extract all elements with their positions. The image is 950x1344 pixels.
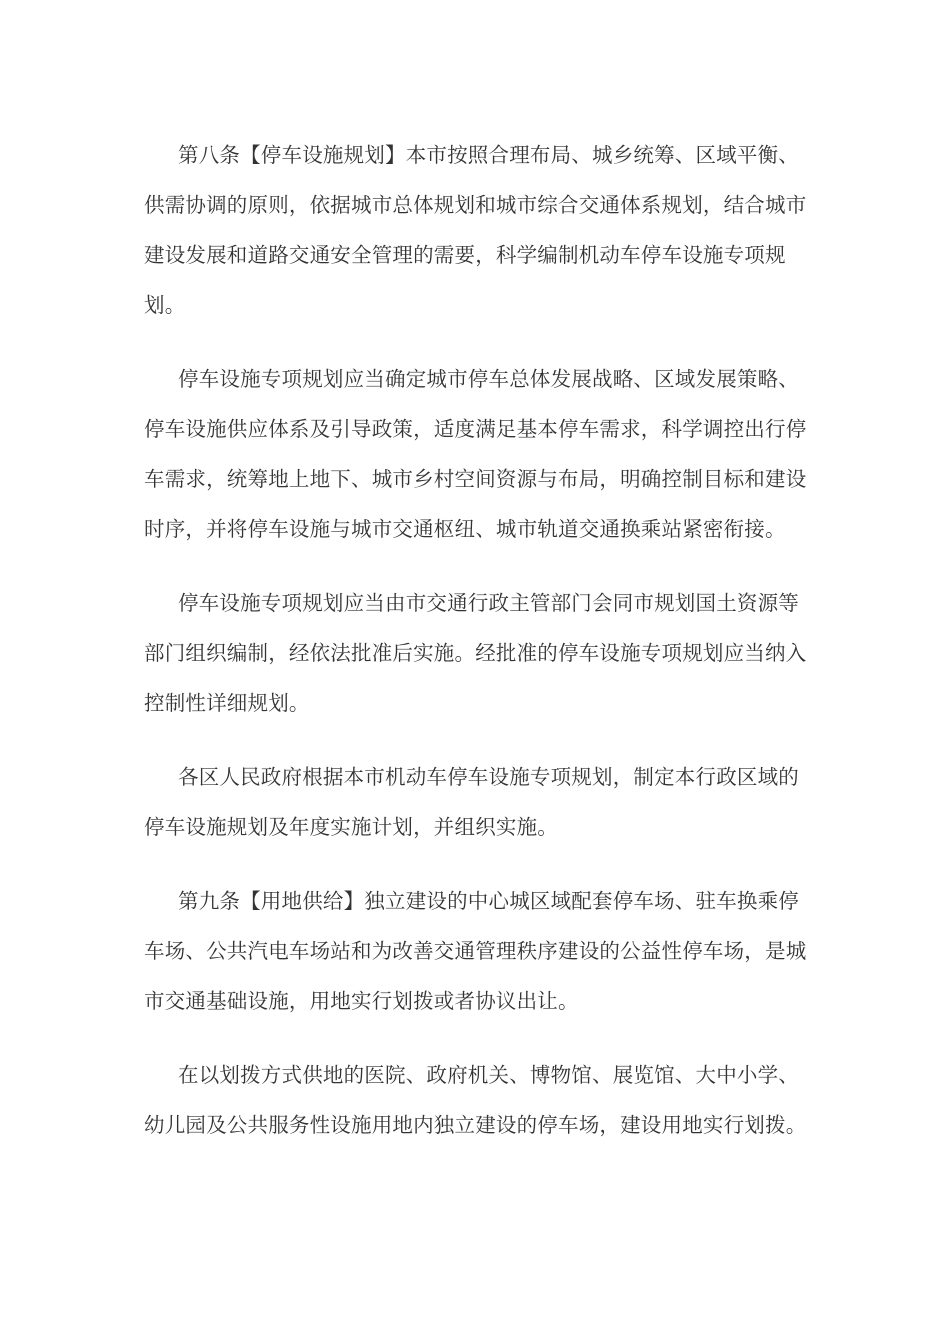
- paragraph-special-plan-content: 停车设施专项规划应当确定城市停车总体发展战略、区域发展策略、停车设施供应体系及引导政策，适度满足基本停车需求，科学调控出行停车需求，统筹地上地下、城市乡村空间资源与布局，明确控制目标和建设时序，并将停车设施与城市交通枢纽、城市轨道交通换乘站紧密衔接。: [144, 367, 807, 541]
- paragraph-allocated-land: 在以划拨方式供地的医院、政府机关、博物馆、展览馆、大中小学、幼儿园及公共服务性设施用地内独立建设的停车场，建设用地实行划拨。: [144, 1063, 807, 1137]
- paragraph-district-plans: 各区人民政府根据本市机动车停车设施专项规划，制定本行政区域的停车设施规划及年度实施计划，并组织实施。: [144, 765, 799, 839]
- paragraph-article-9: 第九条【用地供给】独立建设的中心城区域配套停车场、驻车换乘停车场、公共汽电车场站和为改善交通管理秩序建设的公益性停车场，是城市交通基础设施，用地实行划拨或者协议出让。: [144, 889, 807, 1013]
- paragraph-article-8: 第八条【停车设施规划】本市按照合理布局、城乡统筹、区域平衡、供需协调的原则，依据城市总体规划和城市综合交通体系规划，结合城市建设发展和道路交通安全管理的需要，科学编制机动车停车设施专项规划。: [144, 143, 807, 317]
- paragraph-special-plan-compilation: 停车设施专项规划应当由市交通行政主管部门会同市规划国土资源等部门组织编制，经依法批准后实施。经批准的停车设施专项规划应当纳入控制性详细规划。: [144, 591, 807, 715]
- document-body: [144, 130, 808, 1174]
